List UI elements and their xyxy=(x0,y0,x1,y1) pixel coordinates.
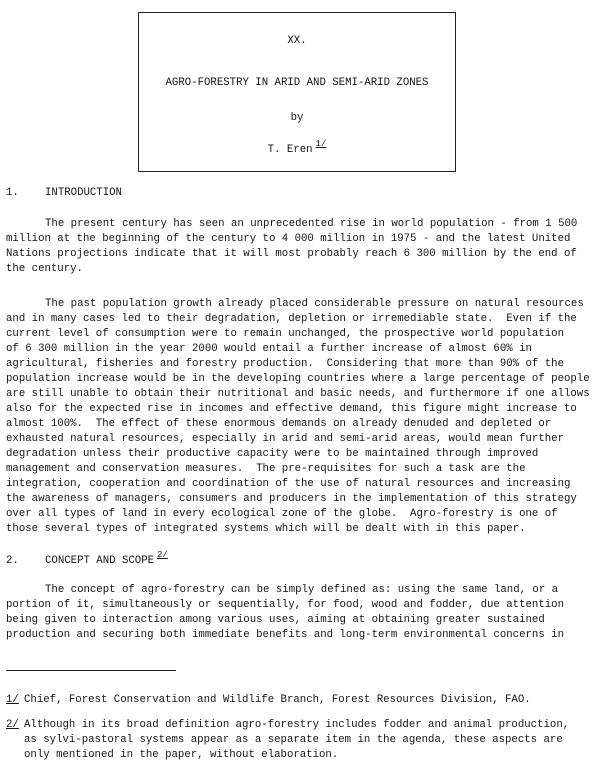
paragraph-line: agricultural, fisheries and forestry production. Considering that more than 90% of the xyxy=(6,358,564,370)
paragraph-line: of 6 300 million in the year 2000 would entail a further increase of almost 60% in xyxy=(6,343,532,355)
footnote xyxy=(6,693,531,708)
paragraph xyxy=(6,297,590,537)
paragraph-line: over all types of land in every ecological zone of the globe. Agro-forestry is one of xyxy=(6,508,558,520)
paragraph-line: integration, cooperation and coordination of the use of natural resources and increasing xyxy=(6,478,571,490)
paragraph-line: exhausted natural resources, especially in arid and semi-arid areas, would mean further xyxy=(6,433,564,445)
paragraph-line: being given to interaction among various uses, aiming at obtaining greater sustained xyxy=(6,614,545,626)
title-box xyxy=(138,12,456,172)
section-number: 1. xyxy=(6,187,19,199)
paragraph xyxy=(6,217,577,277)
paragraph-line: The concept of agro-forestry can be simply defined as: using the same land, or a xyxy=(45,584,559,596)
paragraph-line: The past population growth already placed considerable pressure on natural resources xyxy=(45,298,584,310)
footnote-mark: 1/ xyxy=(6,694,19,706)
paragraph-line: The present century has seen an unprecedented rise in world population - from 1 500 xyxy=(45,218,578,230)
section-title: CONCEPT AND SCOPE xyxy=(45,555,155,567)
paper-number: XX. xyxy=(287,35,307,47)
paragraph xyxy=(6,583,564,643)
footnote-mark: 2/ xyxy=(6,719,19,731)
author xyxy=(139,139,455,156)
footnote-line: only mentioned in the paper, without elaboration. xyxy=(24,749,339,761)
author-name: T. Eren xyxy=(267,144,313,156)
section-title: INTRODUCTION xyxy=(45,187,122,199)
paragraph-line: those several types of integrated systems which will be dealt with in this paper. xyxy=(6,523,526,535)
footnote-line: as sylvi-pastoral systems appear as a separate item in the agenda, these aspects are xyxy=(24,734,563,746)
paragraph-line: and in many cases led to their degradation, depletion or irremediable state. Even if the xyxy=(6,313,577,325)
footnote xyxy=(6,718,569,763)
paragraph-line: production and securing both immediate benefits and long-term environmental concerns in xyxy=(6,629,564,641)
paragraph-line: almost 100%. The effect of these enormous demands on already denuded and depleted or xyxy=(6,418,552,430)
section-heading-introduction xyxy=(6,186,122,201)
paper-title: AGRO-FORESTRY IN ARID AND SEMI-ARID ZONES xyxy=(165,77,429,89)
paragraph-line: population increase would be in the developing countries where a large percentage of people xyxy=(6,373,590,385)
footnote-line: Chief, Forest Conservation and Wildlife Branch, Forest Resources Division, FAO. xyxy=(24,694,531,706)
paragraph-line: are still unable to obtain their nutritional and basic needs, and furthermore if one allows xyxy=(6,388,590,400)
paragraph-line: Nations projections indicate that it will most probably reach 6 300 million by the end of xyxy=(6,248,577,260)
paragraph-line: portion of it, simultaneously or sequentially, for food, wood and fodder, due attention xyxy=(6,599,564,611)
paragraph-line: million at the beginning of the century to 4 000 million in 1975 - and the latest United xyxy=(6,233,571,245)
paragraph-line: the awareness of managers, consumers and producers in the implementation of this strategy xyxy=(6,493,577,505)
section-heading-concept-and-scope xyxy=(6,550,168,569)
paragraph-line: also for the expected rise in incomes and effective demand, this figure might increase to xyxy=(6,403,577,415)
paragraph-line: management and conservation measures. The pre-requisites for such a task are the xyxy=(6,463,526,475)
footnote-divider xyxy=(6,670,176,671)
by-label: by xyxy=(290,112,304,124)
paragraph-line: degradation unless their productive capacity were to be maintained through improved xyxy=(6,448,539,460)
section-number: 2. xyxy=(6,555,19,567)
paragraph-line: the century. xyxy=(6,263,83,275)
footnote-line: Although in its broad definition agro-forestry includes fodder and animal production, xyxy=(24,719,570,731)
section-footnote-ref: 2/ xyxy=(157,550,168,560)
author-footnote-ref: 1/ xyxy=(315,139,327,149)
paragraph-line: current level of consumption were to remain unchanged, the prospective world population xyxy=(6,328,564,340)
